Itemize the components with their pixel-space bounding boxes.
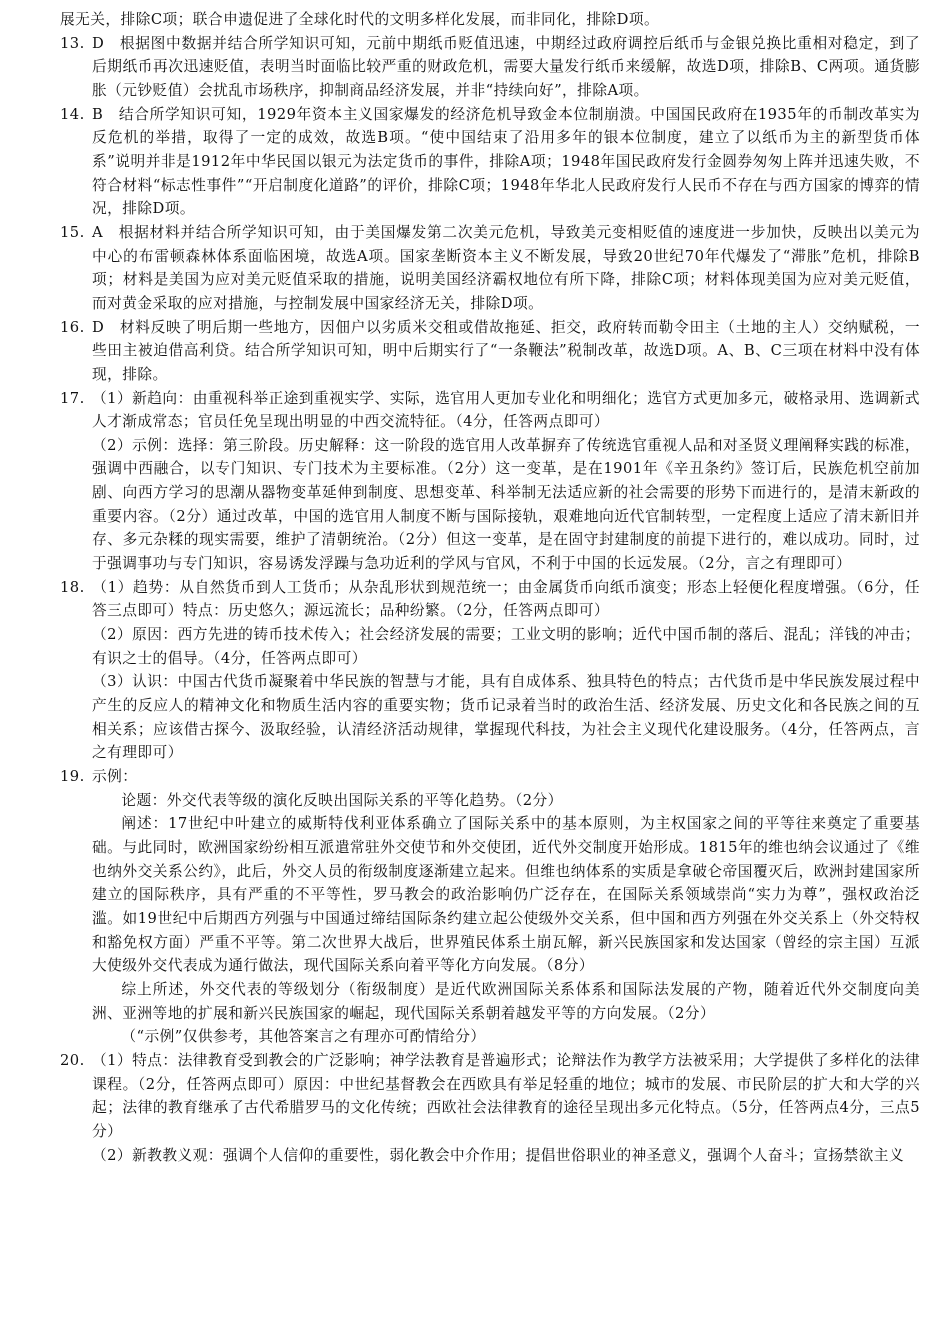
answer-15 — [60, 221, 920, 316]
answer-18-part-2: （2）原因：西方先进的铸币技术传入；社会经济发展的需要；工业文明的影响；近代中国币制的落后、混乱；洋钱的冲击；有识之士的倡导。（4分，任答两点即可） — [92, 626, 920, 667]
answer-18-part-3: （3）认识：中国古代货币凝聚着中华民族的智慧与才能，具有自成体系、独具特色的特点；古代货币是中华民族发展过程中产生的反应人的精神文化和物质生活内容的重要实物；货币记录着当时的政治生活、经济发展、历史文化和各民族之间的互相关系；应该借古探今、汲取经验，认清经济活动规律，掌握现代科技，为社会主义现代化建设服务。（4分，任答两点，言之有理即可） — [92, 673, 920, 762]
answer-text: B 结合所学知识可知，1929年资本主义国家爆发的经济危机导致金本位制崩溃。中国国民政府在1935年的币制改革实为反危机的举措，取得了一定的成效，故选B项。“使中国结束了沿用多年的银本位制度，建立了以纸币为主的新型货币体系”说明并非是1912年中华民国以银元为法定货币的事件，排除A项；1948年国民政府发行金圆券匆匆上阵并迅速失败，不符合材料“标志性事件”“开启制度化道路”的评价，排除C项；1948年华北人民政府发行人民币不存在与西方国家的博弈的情况，排除D项。 — [92, 105, 920, 218]
answer-13 — [60, 32, 920, 103]
answer-part-1: （1）特点：法律教育受到教会的广泛影响；神学法教育是普遍形式；论辩法作为教学方法被采用；大学提供了多样化的法律课程。（2分，任答两点即可）原因：中世纪基督教会在西欧具有举足轻重的地位；城市的发展、市民阶层的扩大和大学的兴起；法律的教育继承了古代希腊罗马的文化传统；西欧社会法律教育的途径呈现出多元化特点。（5分，任答两点4分，三点5分） — [92, 1051, 920, 1140]
answer-16 — [60, 316, 920, 387]
answer-19-body: 阐述：17世纪中叶建立的威斯特伐利亚体系确立了国际关系中的基本原则，为主权国家之间的平等往来奠定了重要基础。与此同时，欧洲国家纷纷相互派遣常驻外交使节和外交使团，近代外交制度开始形成。1815年的维也纳会议通过了《维也纳外交关系公约》，此后，外交人员的衔级制度逐渐建立起来。但维也纳体系的实质是拿破仑帝国覆灭后，欧洲封建国家所建立的国际秩序，具有严重的不平等性，罗马教会的政治影响仍广泛存在，在国际关系领域崇尚“实力为尊”，强权政治泛滥。如19世纪中后期西方列强与中国通过缔结国际条约建立起公使级外交关系，但中国和西方列强在外交关系上（外交特权和豁免权方面）严重不平等。第二次世界大战后，世界殖民体系土崩瓦解，新兴民族国家和发达国家（曾经的宗主国）互派大使级外交代表成为通行做法，现代国际关系向着平等化方向发展。（8分） — [92, 815, 920, 975]
question-number: 18. — [60, 578, 85, 596]
question-number: 13. — [60, 34, 85, 52]
answer-text: D 根据图中数据并结合所学知识可知，元前中期纸币贬值迅速，中期经过政府调控后纸币与金银兑换比重相对稳定，到了后期纸币再次迅速贬值，表明当时面临比较严重的财政危机，需要大量发行纸币来缓解，故选D项，排除B、C两项。通货膨胀（元钞贬值）会扰乱市场秩序，抑制商品经济发展，并非“持续向好”，排除A项。 — [92, 34, 920, 99]
answer-part-1: （1）趋势：从自然货币到人工货币；从杂乱形状到规范统一；由金属货币向纸币演变；形态上轻便化程度增强。（6分，任答三点即可）特点：历史悠久；源远流长；品种纷繁。（2分，任答两点即可） — [92, 578, 920, 620]
answer-19-summary: 综上所述，外交代表的等级划分（衔级制度）是近代欧洲国际关系体系和国际法发展的产物，随着近代外交制度向美洲、亚洲等地的扩展和新兴民族国家的崛起，现代国际关系朝着越发平等的方向发展。（2分） — [92, 980, 920, 1022]
answer-17 — [60, 387, 920, 434]
answer-20-part-2: （2）新教教义观：强调个人信仰的重要性，弱化教会中介作用；提倡世俗职业的神圣意义，强调个人奋斗；宣扬禁欲主义 — [92, 1146, 905, 1164]
continued-explanation: 展无关，排除C项；联合申遗促进了全球化时代的文明多样化发展，而非同化，排除D项。 — [60, 11, 660, 28]
question-number: 19. — [60, 768, 85, 785]
answer-text: A 根据材料并结合所学知识可知，由于美国爆发第二次美元危机，导致美元变相贬值的速度进一步加快，反映出以美元为中心的布雷顿森林体系面临困境，故选A项。国家垄断资本主义不断发展，导致20世纪70年代爆发了“滞胀”危机，排除B项；材料是美国为应对美元贬值采取的措施，说明美国经济霸权地位有所下降，排除C项；材料体现美国为应对美元贬值，而对黄金采取的应对措施，与控制发展中国家经济无关，排除D项。 — [92, 223, 920, 312]
question-number: 20. — [60, 1051, 85, 1069]
answer-18 — [60, 576, 920, 623]
answer-19-heading: 示例： — [92, 768, 138, 785]
answer-17-part-2: （2）示例：选择：第三阶段。历史解释：这一阶段的选官用人改革摒弃了传统选官重视人品和对圣贤义理阐释实践的标准，强调中西融合，以专门知识、专门技术为主要标准。（2分）这一变革，是在1901年《辛丑条约》签订后，民族危机空前加剧、向西方学习的思潮从器物变革延伸到制度、思想变革、科举制无法适应新的社会需要的形势下而进行的，是清末新政的重要内容。（2分）通过改革，中国的选官用人制度不断与国际接轨，艰难地向近代官制转型，一定程度上适应了清末新旧并存、多元杂糅的现实需要，维护了清朝统治。（2分）但这一变革，是在固守封建制度的前提下进行的，难以成功。同时，过于强调事功与专门知识，容易诱发浮躁与急功近利的学风与官风，不利于中国的长远发展。（2分，言之有理即可） — [92, 436, 920, 573]
question-number: 14. — [60, 105, 85, 123]
answer-19-note: （“示例”仅供参考，其他答案言之有理亦可酌情给分） — [121, 1028, 486, 1046]
answer-explanations — [60, 8, 920, 1167]
question-number: 15. — [60, 223, 85, 241]
answer-20 — [60, 1049, 920, 1144]
question-number: 17. — [60, 389, 85, 407]
answer-14 — [60, 103, 920, 221]
answer-19 — [60, 765, 920, 789]
answer-text: D 材料反映了明后期一些地方，因佃户以劣质米交租或借故拖延、拒交，政府转而勒令田主（土地的主人）交纳赋税，一些田主被迫借高利贷。结合所学知识可知，明中后期实行了“一条鞭法”税制改革，故选D项。A、B、C三项在材料中没有体现，排除。 — [92, 318, 920, 383]
answer-part-1: （1）新趋向：由重视科举正途到重视实学、实际，选官用人更加专业化和明细化；选官方式更加多元，破格录用、选调新式人才渐成常态；官员任免呈现出明显的中西交流特征。（4分，任答两点即可） — [92, 389, 920, 431]
answer-19-thesis: 论题：外交代表等级的演化反映出国际关系的平等化趋势。（2分） — [121, 791, 563, 809]
question-number: 16. — [60, 318, 85, 336]
